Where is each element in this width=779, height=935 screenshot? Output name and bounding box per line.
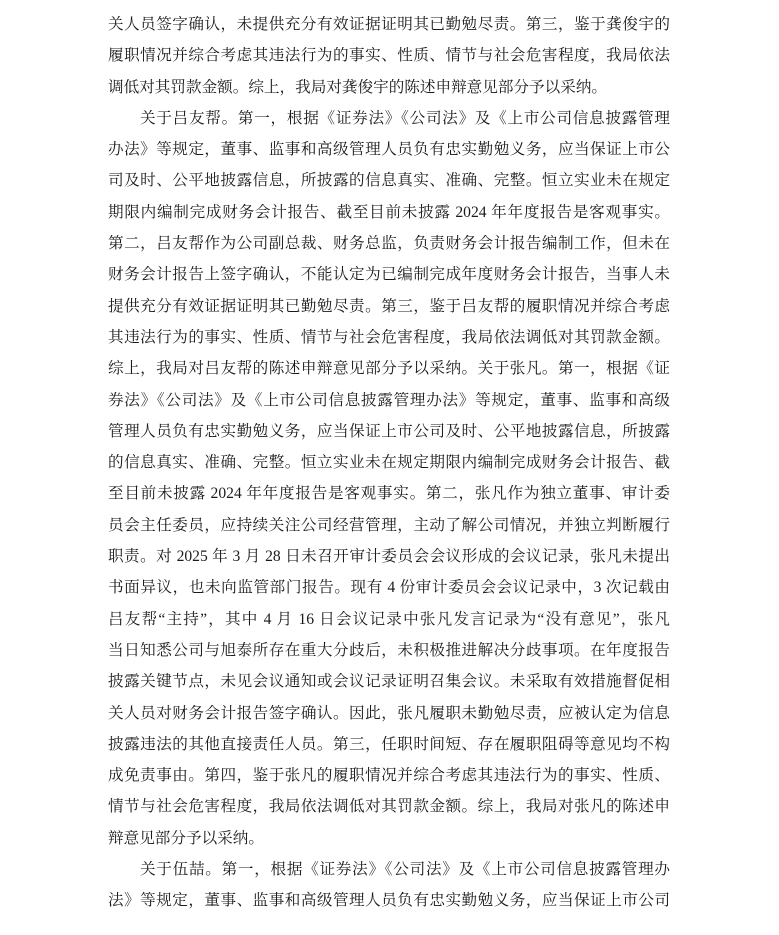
text-line: 司及时、公平地披露信息，所披露的信息真实、准确、完整。恒立实业未在规定 <box>108 172 670 190</box>
text-line: 提供充分有效证据证明其已勤勉尽责。第三，鉴于吕友帮的履职情况并综合考虑 <box>108 297 670 315</box>
text-line: 综上，我局对吕友帮的陈述申辩意见部分予以采纳。关于张凡。第一，根据《证 <box>108 360 670 378</box>
text-line: 吕友帮“主持”，其中 4 月 16 日会议记录中张凡发言记录为“没有意见”，张凡 <box>108 610 670 628</box>
text-line: 第二，吕友帮作为公司副总裁、财务总监，负责财务会计报告编制工作，但未在 <box>108 235 670 253</box>
text-line: 职责。对 2025 年 3 月 28 日未召开审计委员会会议形成的会议记录，张凡未提出 <box>108 548 670 566</box>
text-line: 关于吕友帮。第一，根据《证券法》《公司法》及《上市公司信息披露管理 <box>140 109 670 127</box>
text-line: 的信息真实、准确、完整。恒立实业未在规定期限内编制完成财务会计报告、截 <box>108 454 670 472</box>
text-line: 披露违法的其他直接责任人员。第三，任职时间短、存在履职阻碍等意见均不构 <box>108 735 670 753</box>
text-line: 管理人员负有忠实勤勉义务，应当保证上市公司及时、公平地披露信息，所披露 <box>108 422 670 440</box>
text-line: 财务会计报告上签字确认，不能认定为已编制完成年度财务会计报告，当事人未 <box>108 266 670 284</box>
text-line: 员会主任委员，应持续关注公司经营管理，主动了解公司情况，并独立判断履行 <box>108 516 670 534</box>
text-line: 其违法行为的事实、性质、情节与社会危害程度，我局依法调低对其罚款金额。 <box>108 328 670 346</box>
text-line: 披露关键节点，未见会议通知或会议记录证明召集会议。未采取有效措施督促相 <box>108 673 670 691</box>
text-line: 调低对其罚款金额。综上，我局对龚俊宇的陈述申辩意见部分予以采纳。 <box>108 78 608 96</box>
text-line: 关人员签字确认，未提供充分有效证据证明其已勤勉尽责。第三，鉴于龚俊宇的 <box>108 16 670 33</box>
text-line: 办法》等规定，董事、监事和高级管理人员负有忠实勤勉义务，应当保证上市公 <box>108 141 670 159</box>
text-line: 法》等规定，董事、监事和高级管理人员负有忠实勤勉义务，应当保证上市公司 <box>108 892 670 910</box>
text-line: 辩意见部分予以采纳。 <box>108 829 264 847</box>
text-line: 书面异议，也未向监管部门报告。现有 4 份审计委员会会议记录中，3 次记载由 <box>108 579 670 597</box>
text-line: 成免责事由。第四，鉴于张凡的履职情况并综合考虑其违法行为的事实、性质、 <box>108 767 670 785</box>
text-line: 履职情况并综合考虑其违法行为的事实、性质、情节与社会危害程度，我局依法 <box>108 47 670 65</box>
text-line: 期限内编制完成财务会计报告、截至目前未披露 2024 年年度报告是客观事实。 <box>108 203 670 221</box>
text-line: 关人员对财务会计报告签字确认。因此，张凡履职未勤勉尽责，应被认定为信息 <box>108 704 670 722</box>
text-line: 情节与社会危害程度，我局依法调低对其罚款金额。综上，我局对张凡的陈述申 <box>108 798 670 816</box>
text-line: 关于伍喆。第一，根据《证券法》《公司法》及《上市公司信息披露管理办 <box>140 861 670 879</box>
text-line: 当日知悉公司与旭泰所存在重大分歧后，未积极推进解决分歧事项。在年度报告 <box>108 641 670 659</box>
text-line: 券法》《公司法》及《上市公司信息披露管理办法》等规定，董事、监事和高级 <box>108 391 670 409</box>
text-line: 至目前未披露 2024 年年度报告是客观事实。第二，张凡作为独立董事、审计委 <box>108 485 670 503</box>
page-text <box>108 9 670 917</box>
